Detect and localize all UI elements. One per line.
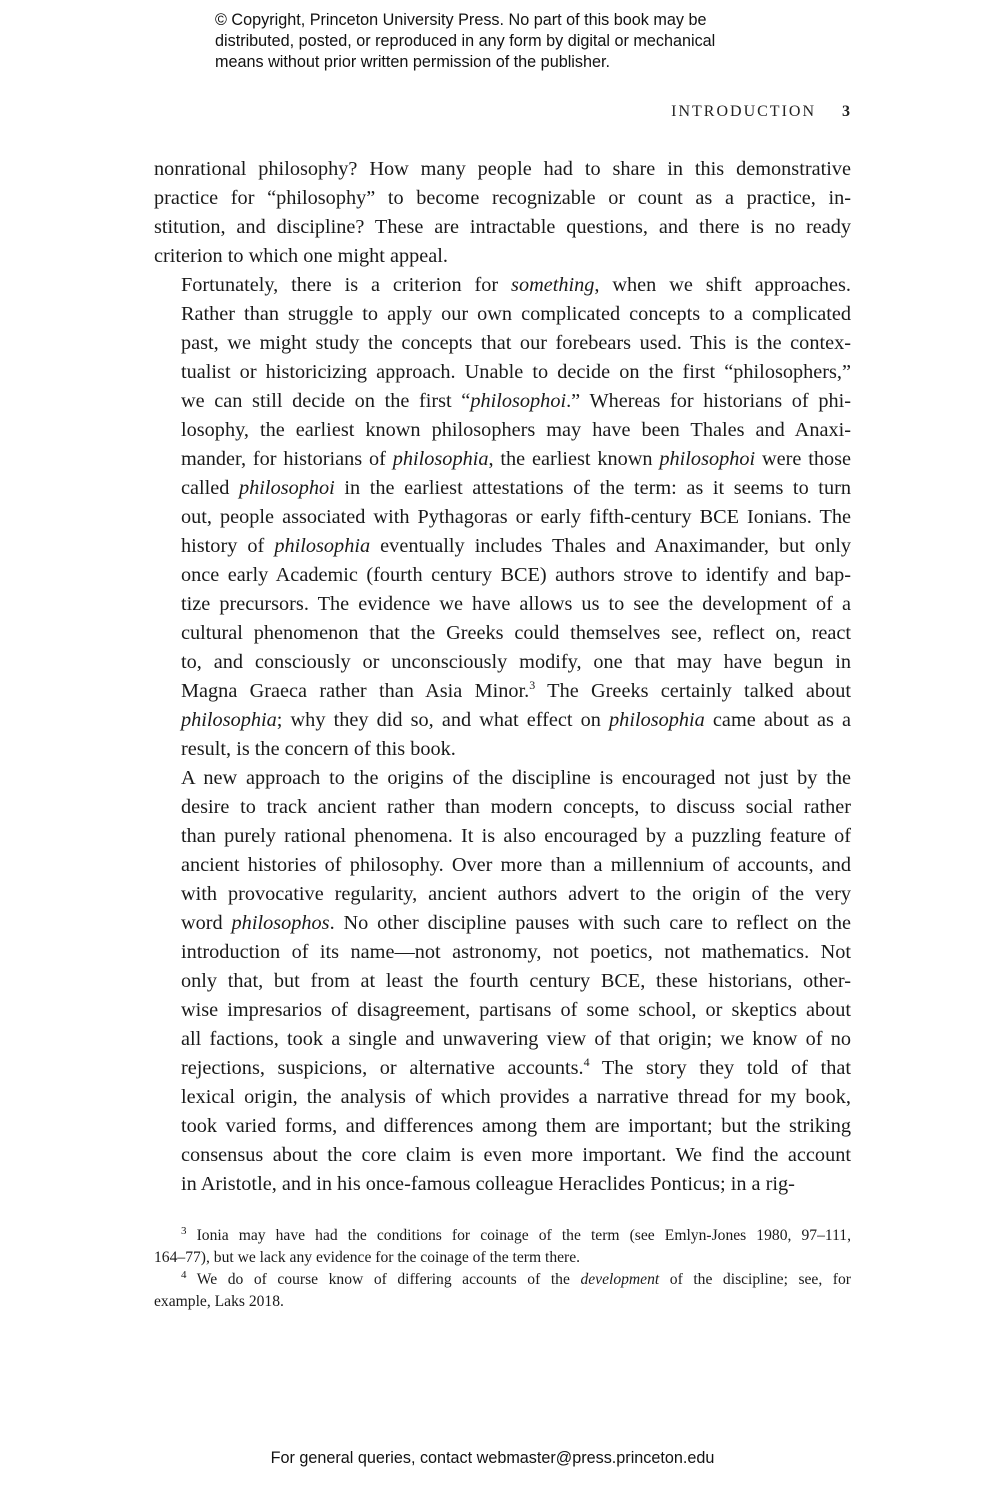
text-line: result, is the concern of this book. [181, 738, 456, 760]
text-line: rejections, suspicions, or alternative accounts.$^4$ The story they told of that [181, 1055, 851, 1079]
footnote-line: example, Laks 2018. [154, 1293, 284, 1310]
text-line: Rather than struggle to apply our own complicated concepts to a complicated [181, 303, 851, 325]
running-head-section: INTRODUCTION [671, 103, 816, 120]
text-line: tize precursors. The evidence we have allows us to see the development of a [181, 593, 851, 615]
page-number: 3 [842, 103, 850, 120]
text-line: A new approach to the origins of the discipline is encouraged not just by the [181, 767, 851, 789]
paragraph [154, 764, 851, 1199]
text-line: Magna Graeca rather than Asia Minor.$^3$ The Greeks certainly talked about [181, 678, 851, 702]
text-line: we can still decide on the first “philosophoi.” Whereas for historians of phi- [181, 390, 851, 412]
text-line: philosophia; why they did so, and what effect on philosophia came about as a [181, 709, 851, 731]
text-line: all factions, took a single and unwavering view of that origin; we know of no [181, 1028, 851, 1050]
footnote [154, 1269, 851, 1313]
text-line: past, we might study the concepts that our forebears used. This is the contex- [181, 332, 851, 354]
footnote [154, 1225, 851, 1269]
text-line: out, people associated with Pythagoras or early fifth-century BCE Ionians. The [181, 506, 851, 528]
text-line: Fortunately, there is a criterion for something, when we shift approaches. [181, 274, 851, 296]
copyright-notice [215, 10, 835, 73]
copyright-line: distributed, posted, or reproduced in any form by digital or mechanical [215, 32, 716, 50]
footnote-line: $^3$ Ionia may have had the conditions for coinage of the term (see Emlyn-Jones 1980, 97–111, [181, 1225, 851, 1244]
text-line: than purely rational phenomena. It is also encouraged by a puzzling feature of [181, 825, 851, 847]
contact-footer: For general queries, contact webmaster@press.princeton.edu [270, 1449, 715, 1467]
text-line: wise impresarios of disagreement, partisans of some school, or skeptics about [181, 999, 851, 1021]
text-line: losophy, the earliest known philosophers may have been Thales and Anaxi- [181, 419, 851, 441]
copyright-line: means without prior written permission of the publisher. [215, 53, 610, 71]
text-line: nonrational philosophy? How many people had to share in this demonstrative [154, 158, 851, 180]
footnote-line: $^4$ We do of course know of differing accounts of the development of the discipline; see, for [181, 1269, 851, 1288]
body-text [154, 155, 851, 1199]
text-line: called philosophoi in the earliest attestations of the term: as it seems to turn [181, 477, 851, 499]
footnote-line: 164–77), but we lack any evidence for the coinage of the term there. [154, 1249, 581, 1266]
text-line: only that, but from at least the fourth century BCE, these historians, other- [181, 970, 851, 992]
text-line: with provocative regularity, ancient authors advert to the origin of the very [181, 883, 851, 905]
text-line: in Aristotle, and in his once-famous colleague Heraclides Ponticus; in a rig- [181, 1173, 795, 1195]
footnotes [154, 1225, 851, 1313]
text-line: took varied forms, and differences among them are important; but the striking [181, 1115, 851, 1137]
text-line: mander, for historians of philosophia, the earliest known philosophoi were those [181, 448, 852, 470]
paragraph [154, 155, 851, 271]
text-line: practice for “philosophy” to become recognizable or count as a practice, in- [154, 187, 851, 209]
text-line: ancient histories of philosophy. Over more than a millennium of accounts, and [181, 854, 851, 876]
text-line: introduction of its name—not astronomy, not poetics, not mathematics. Not [181, 941, 851, 963]
text-line: once early Academic (fourth century BCE) authors strove to identify and bap- [181, 564, 851, 586]
text-line: consensus about the core claim is even more important. We find the account [181, 1144, 851, 1166]
text-line: history of philosophia eventually includes Thales and Anaximander, but only [181, 535, 851, 557]
text-line: to, and consciously or unconsciously modify, one that may have begun in [181, 651, 851, 673]
text-line: criterion to which one might appeal. [154, 245, 448, 267]
text-line: lexical origin, the analysis of which provides a narrative thread for my book, [181, 1086, 851, 1108]
copyright-line: © Copyright, Princeton University Press. No part of this book may be [215, 11, 707, 29]
text-line: cultural phenomenon that the Greeks could themselves see, reflect on, react [181, 622, 851, 644]
text-line: stitution, and discipline? These are intractable questions, and there is no ready [154, 216, 851, 238]
paragraph [154, 271, 851, 764]
text-line: word philosophos. No other discipline pauses with such care to reflect on the [181, 912, 851, 934]
text-line: desire to track ancient rather than modern concepts, to discuss social rather [181, 796, 851, 818]
running-head [671, 103, 850, 121]
text-line: tualist or historicizing approach. Unable to decide on the first “philosophers,” [181, 361, 851, 383]
